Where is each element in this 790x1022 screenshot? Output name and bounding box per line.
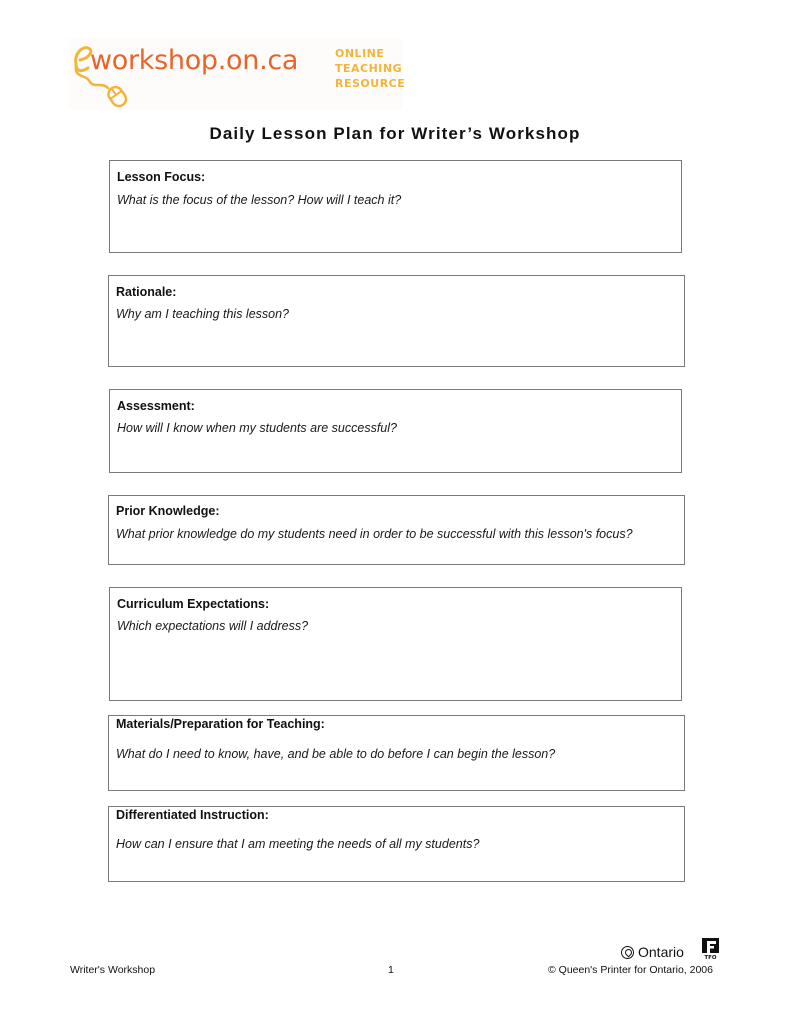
section-label: Assessment: — [117, 399, 195, 413]
section-label: Lesson Focus: — [117, 170, 206, 184]
ontario-logo — [621, 944, 684, 960]
trillium-icon — [621, 946, 634, 959]
logo-tagline-line: RESOURCE — [335, 77, 406, 90]
section-prior-knowledge[interactable] — [108, 495, 685, 565]
section-label: Rationale: — [116, 285, 177, 299]
logo-tagline — [335, 46, 405, 91]
section-differentiated-instruction[interactable] — [108, 806, 685, 882]
section-prompt: What prior knowledge do my students need in order to be successful with this lesson's focus? — [116, 527, 633, 541]
logo-brand-text: workshop.on.ca — [90, 45, 299, 76]
page-title: Daily Lesson Plan for Writer’s Workshop — [209, 124, 581, 143]
section-prompt: Why am I teaching this lesson? — [116, 307, 289, 321]
section-rationale[interactable] — [108, 275, 685, 367]
footer-copyright: © Queen's Printer for Ontario, 2006 — [548, 964, 713, 976]
section-curriculum-expectations[interactable] — [109, 587, 682, 701]
section-materials-preparation[interactable] — [108, 715, 685, 791]
section-assessment[interactable] — [109, 389, 682, 473]
section-prompt: How will I know when my students are successful? — [117, 421, 397, 435]
footer-page-number: 1 — [388, 964, 394, 976]
tfo-logo-icon — [702, 938, 719, 960]
logo-tagline-line: TEACHING — [335, 62, 403, 75]
section-prompt: How can I ensure that I am meeting the needs of all my students? — [116, 837, 480, 851]
section-label: Prior Knowledge: — [116, 504, 220, 518]
logo-tagline-line: ONLINE — [335, 47, 385, 60]
section-label: Differentiated Instruction: — [116, 808, 269, 822]
eworkshop-logo — [68, 38, 406, 110]
section-lesson-focus[interactable] — [109, 160, 682, 253]
section-prompt: What is the focus of the lesson? How will I teach it? — [117, 193, 402, 207]
ontario-logo-text: Ontario — [638, 944, 684, 960]
section-label: Materials/Preparation for Teaching: — [116, 717, 325, 731]
section-prompt: Which expectations will I address? — [117, 619, 309, 633]
section-prompt: What do I need to know, have, and be able to do before I can begin the lesson? — [116, 747, 556, 761]
section-label: Curriculum Expectations: — [117, 597, 270, 611]
footer-document-name: Writer's Workshop — [70, 964, 156, 976]
svg-text:TFO: TFO — [704, 955, 717, 960]
